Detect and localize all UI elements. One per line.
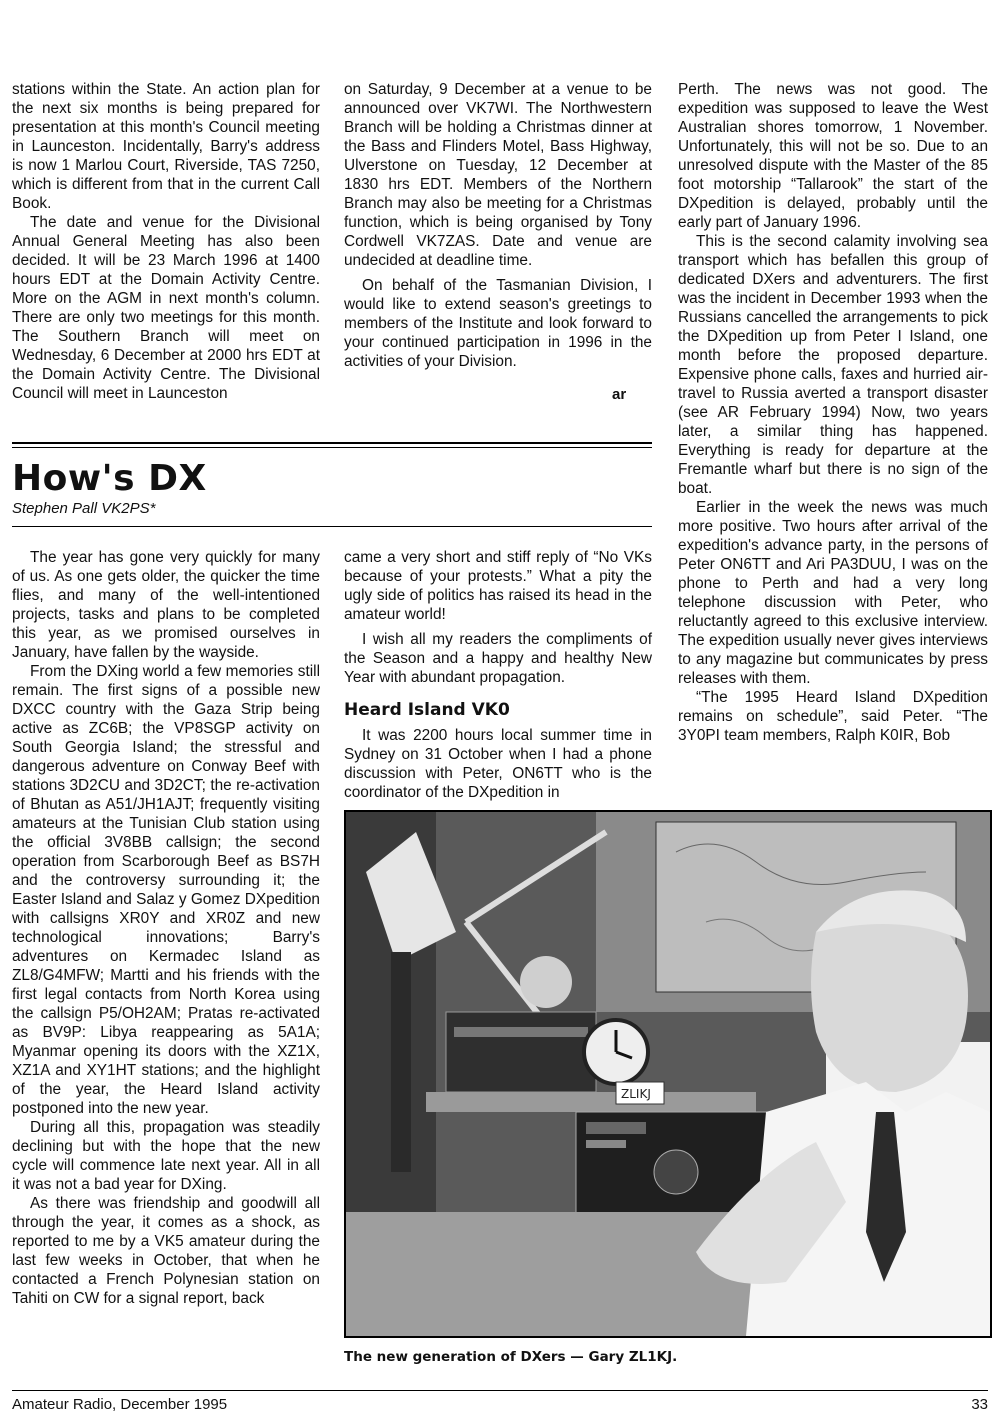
paragraph: It was 2200 hours local summer time in Sydney on 31 October when I had a phone discussion with Peter, ON6TT who is the coordinator of the DXpedition in	[344, 727, 652, 801]
photo-label-card: ZLIKJ	[621, 1087, 651, 1101]
paragraph: Earlier in the week the news was much more positive. Two hours after arrival of the expedition's advance party, in the persons of Peter ON6TT and Ari PA3DUU, I was on the phone to Perth and had a very long telephone discussion with Peter, who reluctantly agreed to this exclusive interview. The expedition usually never gives interviews to any magazine but communicates by press releases with them.	[678, 499, 988, 687]
paragraph: From the DXing world a few memories still remain. The first signs of a possible new DXCC country with the Gaza Strip being active as ZC6B; the VP8SGP activity on South Georgia Island; the stressful and dangerous adventure on Conway Beef with stations 3D2CU and 3D2CT; the re-activation of Bhutan as A51/JH1AJT; frequently visiting amateurs at the Tunisian Club station using the official 3V8BB callsign; the second operation from Scarborough Beef as BS7H and the controversy surrounding it; the Easter Island and Salaz y Gomez DXpedition with callsigns XR0Y and XR0Z and new technological innovations; Barry's adventures on Kermadec Island as ZL8/G4MFW; Martti and his friends with the first legal contacts from North Korea using the callsign P5/OH2AM; Pratas re-activated as BV9P: Libya reappearing as 5A1A; Myanmar opening its doors with the XZ1X, XZ1A and XY1HT stations; and the highlight of the year, the Heard Island activity postponed into the new year.	[12, 663, 320, 1117]
top-column-1	[12, 80, 320, 403]
footer-publication: Amateur Radio, December 1995	[12, 1396, 228, 1413]
article-column-1	[12, 548, 320, 1308]
paragraph: on Saturday, 9 December at a venue to be announced over VK7WI. The Northwestern Branch will be holding a Christmas dinner at the Bass and Flinders Motel, Bass Highway, Ulverstone on Tuesday, 12 December at 1830 hrs EDT. Members of the Northern Branch may also be meeting for a Christmas function, which is being organised by Tony Cordwell VK7ZAS. Date and venue are undecided at deadline time.	[344, 81, 652, 269]
article-column-2	[344, 548, 652, 802]
photo-gary-zl1kj	[344, 810, 992, 1338]
paragraph: The year has gone very quickly for many of us. As one gets older, the quicker the time flies, and many of the well-intentioned projects, tasks and plans to be completed this year, as we promised ourselves in January, have fallen by the wayside.	[12, 549, 320, 661]
subheading: Heard Island VK0	[344, 700, 510, 720]
title-underline	[12, 526, 652, 527]
footer-divider	[12, 1390, 988, 1391]
end-mark: ar	[612, 386, 627, 403]
article-column-3	[678, 80, 988, 745]
paragraph: I wish all my readers the compliments of the Season and a happy and healthy New Year with abundant propagation.	[344, 631, 652, 686]
article-title: How's DX	[12, 458, 207, 499]
article-author: Stephen Pall VK2PS*	[12, 500, 156, 517]
paragraph: This is the second calamity involving sea transport which has befallen this group of dedicated DXers and adventurers. The first was the incident in December 1993 when the Russians cancelled the arrangements to pick the DXpedition up from Peter I Island, one month before the proposed departure. Expensive phone calls, faxes and hurried air-travel to Russia averted a transport disaster (see AR February 1994) Now, two years later, a similar thing has happened. Everything is ready for departure at the Fremantle wharf but there is no sign of the boat.	[678, 233, 988, 497]
photo-caption: The new generation of DXers — Gary ZL1KJ.	[344, 1349, 678, 1365]
page-number: 33	[971, 1396, 988, 1413]
paragraph: Perth. The news was not good. The expedition was supposed to leave the West Australian shores tomorrow, 1 November. Unfortunately, this will not be so. Due to an unresolved dispute with the Master of the 85 foot motorship “Tallarook” the start of the DXpedition is delayed, probably until the early part of January 1996.	[678, 81, 988, 231]
photo-illustration	[346, 812, 990, 1336]
top-column-2	[344, 80, 652, 371]
paragraph: On behalf of the Tasmanian Division, I would like to extend season's greetings to members of the Institute and look forward to your continued participation in 1996 in the activities of your Division.	[344, 277, 652, 370]
paragraph: The date and venue for the Divisional Annual General Meeting has also been decided. It will be 23 March 1996 at 1400 hours EDT at the Domain Activity Centre. More on the AGM in next month's column. There are only two meetings for this month. The Southern Branch will meet on Wednesday, 6 December at 2000 hrs EDT at the Domain Activity Centre. The Divisional Council will meet in Launceston	[12, 214, 320, 402]
paragraph: “The 1995 Heard Island DXpedition remains on schedule”, said Peter. “The 3Y0PI team members, Ralph K0IR, Bob	[678, 689, 988, 744]
paragraph: came a very short and stiff reply of “No VKs because of your protests.” What a pity the ugly side of politics has raised its head in the amateur world!	[344, 549, 652, 623]
paragraph: As there was friendship and goodwill all through the year, it comes as a shock, as reported to me by a VK5 amateur during the last few weeks in October, that when he contacted a French Polynesian station on Tahiti on CW for a signal report, back	[12, 1195, 320, 1307]
paragraph: stations within the State. An action plan for the next six months is being prepared for presentation at this month's Council meeting in Launceston. Incidentally, Barry's address is now 1 Marlou Court, Riverside, TAS 7250, which is different from that in the current Call Book.	[12, 81, 320, 212]
paragraph: During all this, propagation was steadily declining but with the hope that the new cycle will commence late next year. All in all it was not a bad year for DXing.	[12, 1119, 320, 1193]
section-divider	[12, 442, 652, 444]
